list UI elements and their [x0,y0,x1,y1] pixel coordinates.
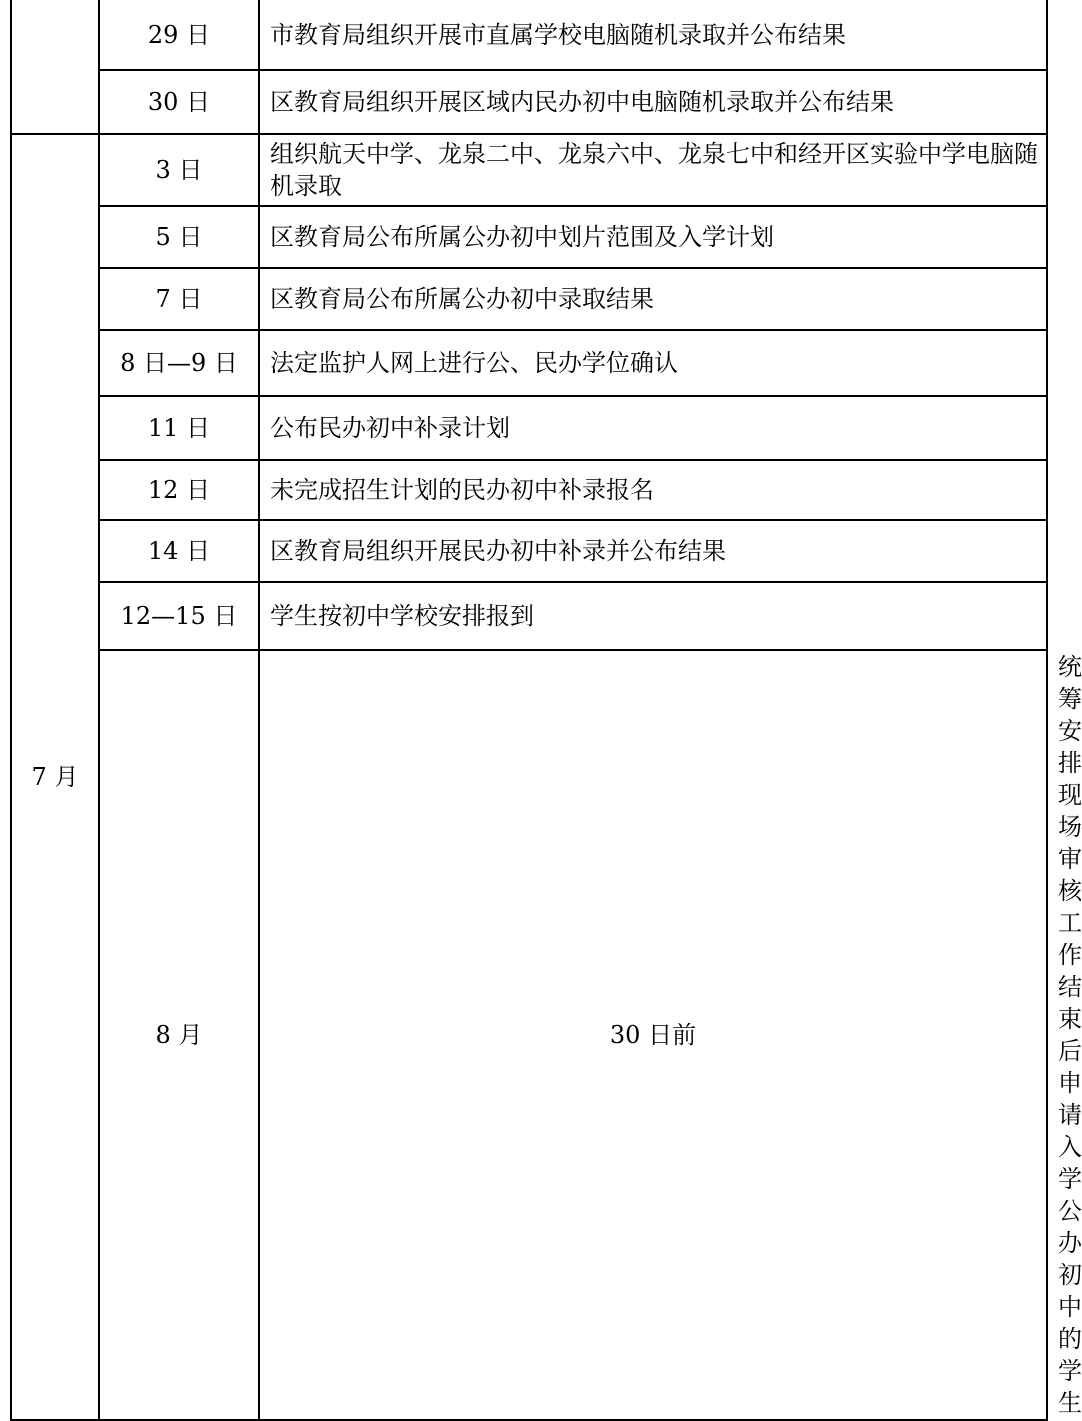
month-cell-july: 7 月 [11,134,99,1420]
enrollment-schedule-table [10,0,1082,1421]
event-cell: 区教育局组织开展民办初中补录并公布结果 [259,520,1047,582]
day-cell: 12 日 [99,460,259,520]
table-row [11,134,1047,206]
table-row [11,70,1047,134]
table-row [11,396,1047,460]
event-cell: 学生按初中学校安排报到 [259,582,1047,650]
event-cell: 区教育局公布所属公办初中录取结果 [259,268,1047,330]
month-cell-empty [11,0,99,134]
day-cell: 11 日 [99,396,259,460]
day-cell: 8 日—9 日 [99,330,259,396]
event-cell: 公布民办初中补录计划 [259,396,1047,460]
event-cell: 法定监护人网上进行公、民办学位确认 [259,330,1047,396]
table-row [11,582,1047,650]
day-cell: 5 日 [99,206,259,268]
event-cell: 未完成招生计划的民办初中补录报名 [259,460,1047,520]
day-cell: 30 日前 [259,650,1047,1420]
event-cell: 区教育局组织开展区域内民办初中电脑随机录取并公布结果 [259,70,1047,134]
month-cell-august: 8 月 [99,650,259,1420]
event-cell: 区教育局公布所属公办初中划片范围及入学计划 [259,206,1047,268]
table-row [11,520,1047,582]
table-row [11,268,1047,330]
event-cell: 市教育局组织开展市直属学校电脑随机录取并公布结果 [259,0,1047,70]
day-cell: 30 日 [99,70,259,134]
table-row: 8 月 30 日前 统筹安排现场审核工作结束后申请入学公办初中的学生 [11,650,1047,1420]
day-cell: 12—15 日 [99,582,259,650]
day-cell: 7 日 [99,268,259,330]
table-row [11,330,1047,396]
day-cell: 29 日 [99,0,259,70]
table-row [11,460,1047,520]
day-cell: 3 日 [99,134,259,206]
table-row [11,0,1047,70]
event-cell: 组织航天中学、龙泉二中、龙泉六中、龙泉七中和经开区实验中学电脑随机录取 [259,134,1047,206]
table-row [11,206,1047,268]
day-cell: 14 日 [99,520,259,582]
